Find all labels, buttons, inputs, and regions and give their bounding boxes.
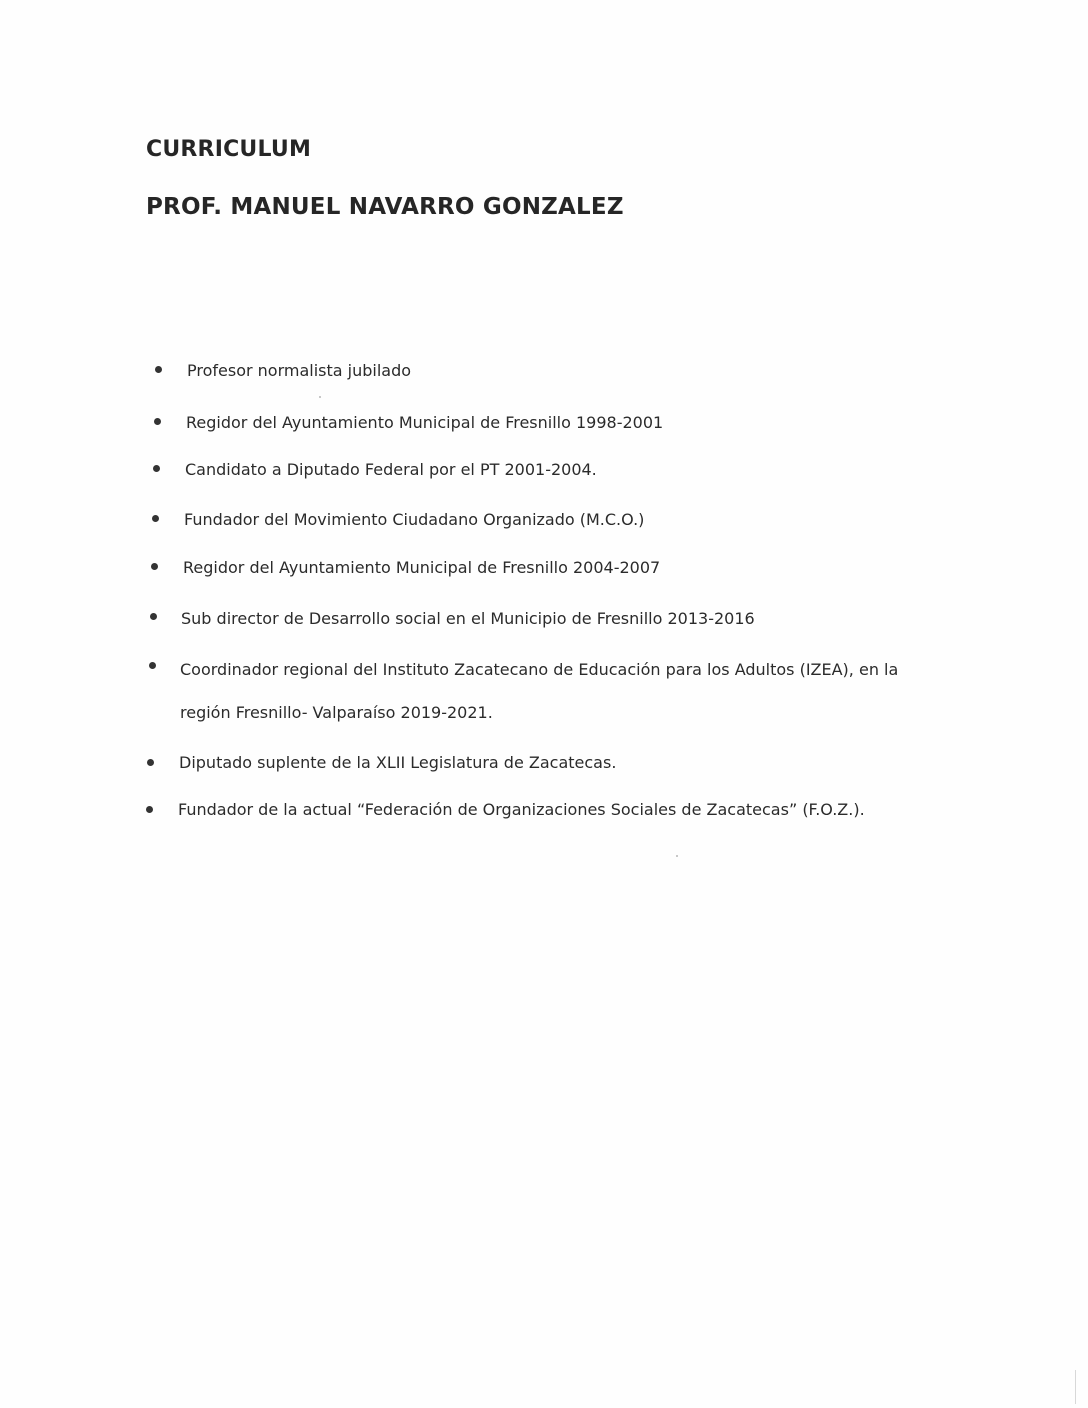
document-title: CURRICULUM — [146, 137, 312, 162]
list-item-continuation: región Fresnillo- Valparaíso 2019-2021. — [180, 703, 493, 722]
bullet-icon — [151, 563, 158, 570]
list-item-text: Profesor normalista jubilado — [187, 361, 412, 380]
list-item-text: Candidato a Diputado Federal por el PT 2001-2004. — [185, 460, 597, 479]
bullet-icon — [150, 613, 157, 620]
scan-speck — [319, 396, 321, 398]
bullet-icon — [146, 806, 153, 813]
bullet-icon — [152, 515, 159, 522]
list-item-text: Diputado suplente de la XLII Legislatura de Zacatecas. — [179, 753, 617, 772]
list-item-text: Fundador de la actual “Federación de Organizaciones Sociales de Zacatecas” (F.O.Z.). — [178, 800, 865, 819]
scan-speck — [676, 855, 678, 857]
bullet-icon — [149, 662, 156, 669]
list-item-text: Coordinador regional del Instituto Zacatecano de Educación para los Adultos (IZEA), en la — [180, 660, 899, 679]
bullet-icon — [153, 465, 160, 472]
list-item-text: Fundador del Movimiento Ciudadano Organizado (M.C.O.) — [184, 510, 645, 529]
list-item-text: Regidor del Ayuntamiento Municipal de Fresnillo 2004-2007 — [183, 558, 661, 577]
list-item-text: Sub director de Desarrollo social en el Municipio de Fresnillo 2013-2016 — [181, 609, 755, 628]
list-item-text: Regidor del Ayuntamiento Municipal de Fresnillo 1998-2001 — [186, 413, 664, 432]
bullet-icon — [147, 759, 154, 766]
person-name: PROF. MANUEL NAVARRO GONZALEZ — [146, 194, 624, 220]
bullet-icon — [154, 418, 161, 425]
scan-speck — [1075, 1370, 1076, 1404]
bullet-icon — [155, 366, 162, 373]
